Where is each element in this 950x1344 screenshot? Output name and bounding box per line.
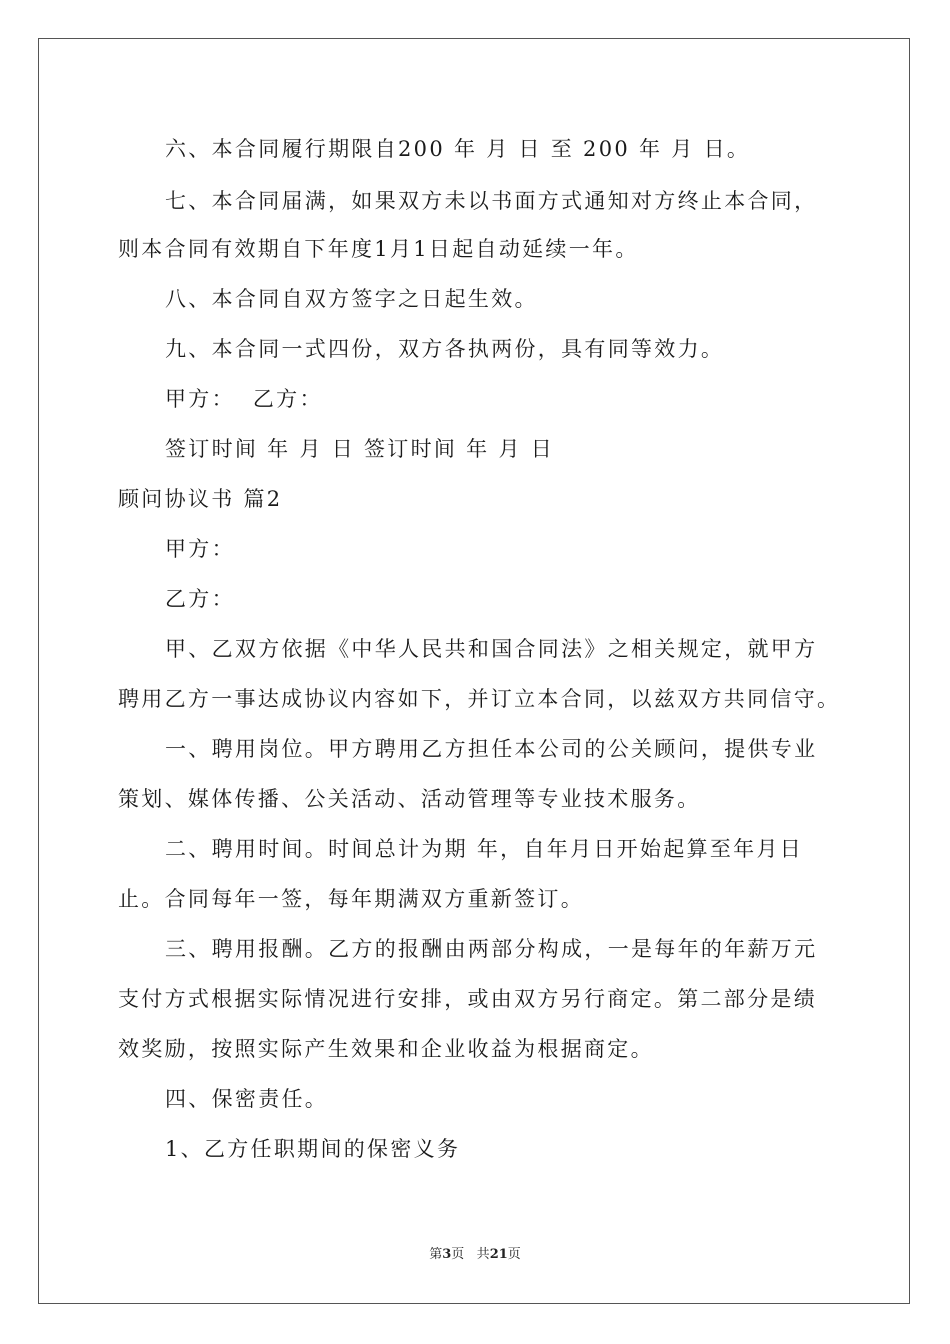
clause-two-line-1: 二、聘用时间。时间总计为期 年，自年月日开始起算至年月日 — [165, 837, 804, 861]
preamble-line-2: 聘用乙方一事达成协议内容如下，并订立本合同，以兹双方共同信守。 — [118, 687, 841, 711]
footer-total-pages: 21 — [489, 1247, 508, 1262]
section-title: 顾问协议书 篇2 — [118, 487, 283, 511]
clause-three-line-1: 三、聘用报酬。乙方的报酬由两部分构成，一是每年的年薪万元 — [165, 937, 818, 961]
page-footer — [0, 1246, 950, 1264]
clause-four-item-1: 1、乙方任职期间的保密义务 — [165, 1137, 461, 1161]
page-border — [38, 38, 910, 1304]
footer-page-number: 3 — [442, 1247, 452, 1262]
party-b-label: 乙方： — [165, 587, 235, 611]
footer-prefix: 第 — [429, 1247, 443, 1262]
clause-three-line-3: 效奖励，按照实际产生效果和企业收益为根据商定。 — [118, 1037, 654, 1061]
footer-page-suffix: 页 — [451, 1247, 465, 1262]
clause-one-line-2: 策划、媒体传播、公关活动、活动管理等专业技术服务。 — [118, 787, 701, 811]
clause-two-line-2: 止。合同每年一签，每年期满双方重新签订。 — [118, 887, 584, 911]
clause-seven-line-2: 则本合同有效期自下年度1月1日起自动延续一年。 — [118, 237, 639, 261]
party-signature-labels: 甲方： 乙方： — [165, 387, 323, 411]
clause-four: 四、保密责任。 — [165, 1087, 329, 1111]
clause-nine: 九、本合同一式四份，双方各执两份，具有同等效力。 — [165, 337, 725, 361]
clause-seven-line-1: 七、本合同届满，如果双方未以书面方式通知对方终止本合同， — [165, 189, 818, 213]
clause-three-line-2: 支付方式根据实际情况进行安排，或由双方另行商定。第二部分是绩 — [118, 987, 817, 1011]
footer-total-suffix: 页 — [507, 1247, 521, 1262]
clause-eight: 八、本合同自双方签字之日起生效。 — [165, 287, 538, 311]
party-a-label: 甲方： — [165, 537, 235, 561]
footer-total-prefix: 共 — [476, 1247, 490, 1262]
preamble-line-1: 甲、乙双方依据《中华人民共和国合同法》之相关规定，就甲方 — [165, 637, 818, 661]
clause-six: 六、本合同履行期限自200 年 月 日 至 200 年 月 日。 — [165, 137, 751, 161]
signing-date-line: 签订时间 年 月 日 签订时间 年 月 日 — [165, 437, 555, 461]
clause-one-line-1: 一、聘用岗位。甲方聘用乙方担任本公司的公关顾问，提供专业 — [165, 737, 818, 761]
